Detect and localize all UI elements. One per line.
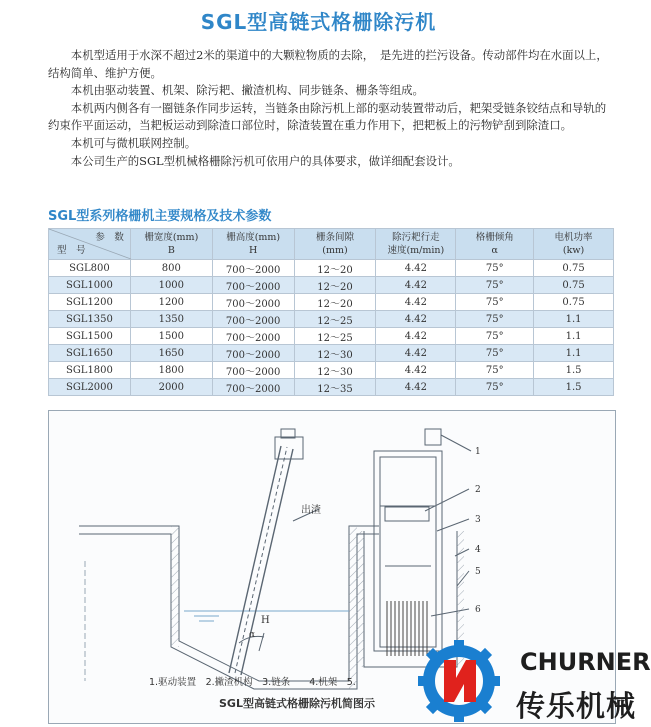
table-cell: 75° bbox=[456, 379, 534, 396]
table-cell: 75° bbox=[456, 345, 534, 362]
table-cell: 12～25 bbox=[294, 328, 376, 345]
table-row bbox=[49, 277, 614, 294]
table-cell: 1650 bbox=[130, 345, 212, 362]
label-alpha: α bbox=[249, 630, 256, 640]
part-number: 4 bbox=[475, 545, 481, 555]
part-number: 6 bbox=[475, 605, 481, 615]
company-logo bbox=[408, 636, 651, 727]
table-row bbox=[49, 328, 614, 345]
page-title: SGL型高链式格栅除污机 bbox=[200, 10, 437, 34]
column-header: 格栅倾角 α bbox=[456, 229, 534, 260]
table-cell: 4.42 bbox=[376, 260, 456, 277]
table-cell: 12～35 bbox=[294, 379, 376, 396]
table-cell: 1.1 bbox=[534, 311, 614, 328]
spec-table-title: SGL型系列格栅机主要规格及技术参数 bbox=[48, 209, 272, 224]
table-cell: 75° bbox=[456, 294, 534, 311]
label-chuzha: 出渣 bbox=[301, 505, 321, 516]
table-row bbox=[49, 294, 614, 311]
table-cell: SGL1350 bbox=[49, 311, 131, 328]
table-row bbox=[49, 260, 614, 277]
table-cell: SGL1500 bbox=[49, 328, 131, 345]
drawing-caption: SGL型高链式格栅除污机简图示 bbox=[219, 697, 375, 710]
table-cell: SGL2000 bbox=[49, 379, 131, 396]
table-row bbox=[49, 379, 614, 396]
table-row bbox=[49, 345, 614, 362]
table-cell: SGL1200 bbox=[49, 294, 131, 311]
table-cell: 1000 bbox=[130, 277, 212, 294]
paragraph: 本机两内侧各有一圈链条作同步运转，当链条由除污机上部的驱动装置带动后，耙架受链条铰结点和导轨的约束作平面运动，当耙板运动到除渣口部位时，除渣装置在重力作用下，把耙板上的污物铲刮到除渣口。 bbox=[48, 100, 607, 133]
table-cell: 4.42 bbox=[376, 362, 456, 379]
table-cell: 12～30 bbox=[294, 362, 376, 379]
part-number: 2 bbox=[475, 485, 481, 495]
table-cell: 1800 bbox=[130, 362, 212, 379]
table-cell: 4.42 bbox=[376, 277, 456, 294]
table-cell: 700～2000 bbox=[212, 345, 294, 362]
table-cell: 4.42 bbox=[376, 379, 456, 396]
paragraph: 本机由驱动装置、机架、除污耙、撇渣机构、同步链条、栅条等组成。 bbox=[70, 83, 424, 98]
table-cell: 1.1 bbox=[534, 328, 614, 345]
table-cell: 1.1 bbox=[534, 345, 614, 362]
table-cell: 75° bbox=[456, 311, 534, 328]
table-cell: 12～25 bbox=[294, 311, 376, 328]
table-header-row bbox=[49, 229, 614, 260]
table-cell: 700～2000 bbox=[212, 379, 294, 396]
table-cell: 700～2000 bbox=[212, 277, 294, 294]
column-header: 除污耙行走 速度(m/min) bbox=[376, 229, 456, 260]
table-cell: 0.75 bbox=[534, 260, 614, 277]
table-cell: 700～2000 bbox=[212, 362, 294, 379]
part-number: 1 bbox=[475, 447, 481, 457]
part-number: 5 bbox=[475, 567, 481, 577]
logo-english-text: CHURNER bbox=[520, 648, 651, 676]
table-cell: 75° bbox=[456, 260, 534, 277]
label-h: H bbox=[261, 615, 270, 626]
table-cell: 75° bbox=[456, 328, 534, 345]
intro-text bbox=[48, 47, 614, 170]
gear-logo-icon bbox=[416, 638, 502, 724]
table-cell: 4.42 bbox=[376, 311, 456, 328]
logo-chinese-text: 传乐机械 bbox=[516, 689, 637, 723]
table-cell: 4.42 bbox=[376, 328, 456, 345]
column-header: 栅高度(mm) H bbox=[212, 229, 294, 260]
table-cell: SGL1000 bbox=[49, 277, 131, 294]
table-cell: 12～20 bbox=[294, 260, 376, 277]
table-cell: SGL1800 bbox=[49, 362, 131, 379]
table-row bbox=[49, 311, 614, 328]
table-cell: 700～2000 bbox=[212, 294, 294, 311]
table-cell: 12～20 bbox=[294, 294, 376, 311]
table-cell: 0.75 bbox=[534, 277, 614, 294]
table-cell: 1350 bbox=[130, 311, 212, 328]
column-header: 栅宽度(mm) B bbox=[130, 229, 212, 260]
table-cell: 1.5 bbox=[534, 379, 614, 396]
paragraph: 本机型适用于水深不超过2米的渠道中的大颗粒物质的去除， 是先进的拦污设备。传动部件均在水面以上，结构简单、维护方便。 bbox=[48, 48, 608, 80]
table-cell: 75° bbox=[456, 362, 534, 379]
corner-param-label: 参 数 bbox=[95, 232, 124, 243]
corner-header bbox=[49, 229, 131, 260]
corner-model-label: 型 号 bbox=[57, 245, 86, 256]
table-cell: 0.75 bbox=[534, 294, 614, 311]
table-cell: 700～2000 bbox=[212, 328, 294, 345]
column-header: 电机功率 (kw) bbox=[534, 229, 614, 260]
table-cell: 4.42 bbox=[376, 345, 456, 362]
parts-legend: 1.驱动装置 2.撇渣机构 3.链条 4.机架 5. bbox=[149, 677, 356, 688]
table-cell: 4.42 bbox=[376, 294, 456, 311]
table-cell: 700～2000 bbox=[212, 260, 294, 277]
paragraph: 本公司生产的SGL型机械格栅除污机可依用户的具体要求，做详细配套设计。 bbox=[70, 153, 460, 168]
table-cell: 1.5 bbox=[534, 362, 614, 379]
part-number: 3 bbox=[475, 515, 481, 525]
table-row bbox=[49, 362, 614, 379]
table-cell: 2000 bbox=[130, 379, 212, 396]
table-cell: 12～30 bbox=[294, 345, 376, 362]
table-cell: 12～20 bbox=[294, 277, 376, 294]
table-cell: 800 bbox=[130, 260, 212, 277]
spec-table bbox=[48, 228, 614, 396]
column-header: 栅条间隙 (mm) bbox=[294, 229, 376, 260]
table-cell: 75° bbox=[456, 277, 534, 294]
paragraph: 本机可与微机联网控制。 bbox=[70, 135, 197, 150]
table-cell: 1500 bbox=[130, 328, 212, 345]
table-cell: 1200 bbox=[130, 294, 212, 311]
table-cell: SGL800 bbox=[49, 260, 131, 277]
table-cell: 700～2000 bbox=[212, 311, 294, 328]
table-cell: SGL1650 bbox=[49, 345, 131, 362]
